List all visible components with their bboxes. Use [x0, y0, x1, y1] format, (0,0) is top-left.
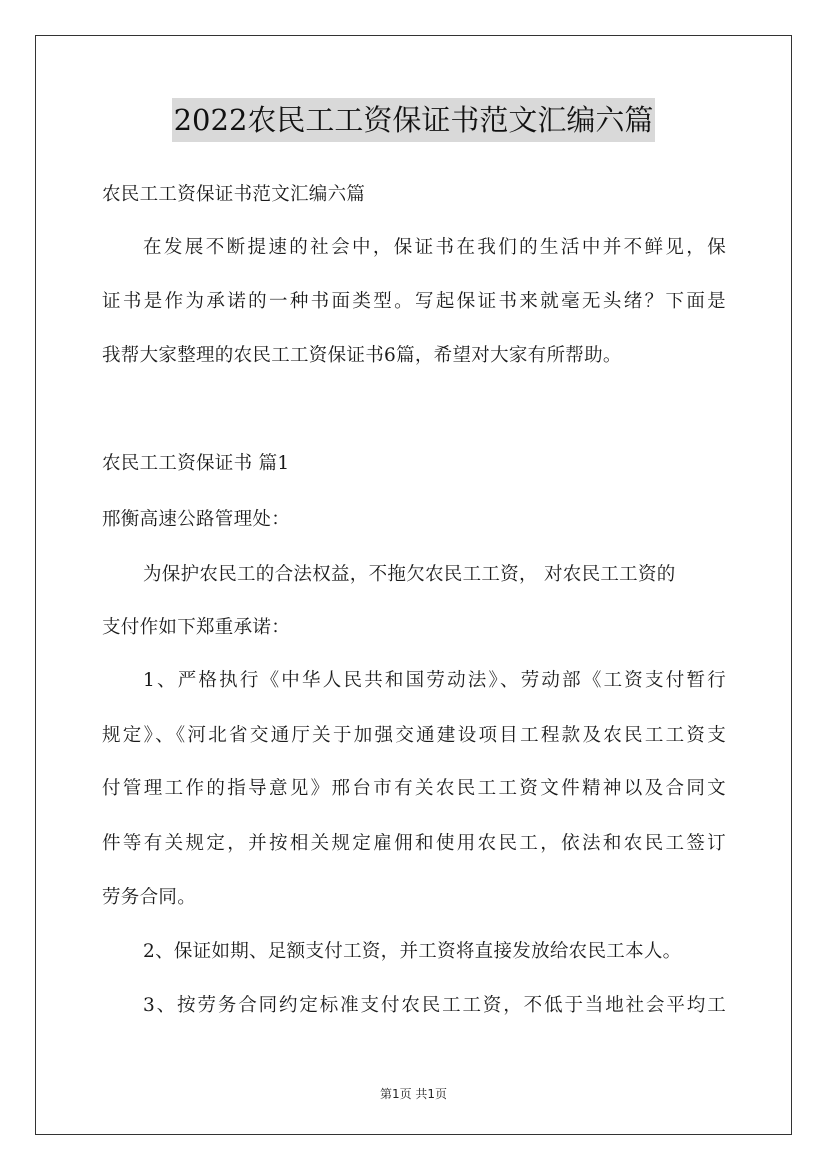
subtitle-line: 农民工工资保证书范文汇编六篇 [102, 184, 366, 205]
body-line-1: 为保护农民工的合法权益，不拖欠农民工工资， 对农民工工资的 [143, 564, 676, 585]
addressee-line: 邢衡高速公路管理处： [102, 509, 291, 530]
clause-1-line-5: 劳务合同。 [102, 887, 197, 908]
clause-2-line: 2、保证如期、足额支付工资，并工资将直接发放给农民工本人。 [143, 941, 682, 962]
body-line-2: 支付作如下郑重承诺： [102, 617, 291, 638]
intro-line-2: 证书是作为承诺的一种书面类型。写起保证书来就毫无头绪？下面是 [102, 291, 726, 312]
clause-1-line-2: 规定》、《河北省交通厅关于加强交通建设项目工程款及农民工工资支 [102, 725, 726, 746]
clause-1-line-3: 付管理工作的指导意见》邢台市有关农民工工资文件精神以及合同文 [102, 778, 726, 799]
intro-line-3: 我帮大家整理的农民工工资保证书6篇，希望对大家有所帮助。 [102, 345, 622, 366]
section-heading: 农民工工资保证书 篇1 [102, 453, 290, 474]
intro-line-1: 在发展不断提速的社会中，保证书在我们的生活中并不鲜见，保 [143, 237, 726, 258]
clause-3-line: 3、按劳务合同约定标准支付农民工工资，不低于当地社会平均工 [143, 995, 726, 1016]
clause-1-line-4: 件等有关规定，并按相关规定雇佣和使用农民工，依法和农民工签订 [102, 833, 726, 854]
clause-1-line-1: 1、严格执行《中华人民共和国劳动法》、劳动部《工资支付暂行 [143, 670, 726, 691]
page-footer: 第1页 共1页 [379, 1087, 448, 1101]
document-title-wrap [0, 98, 827, 142]
document-title: 2022农民工工资保证书范文汇编六篇 [172, 98, 656, 142]
